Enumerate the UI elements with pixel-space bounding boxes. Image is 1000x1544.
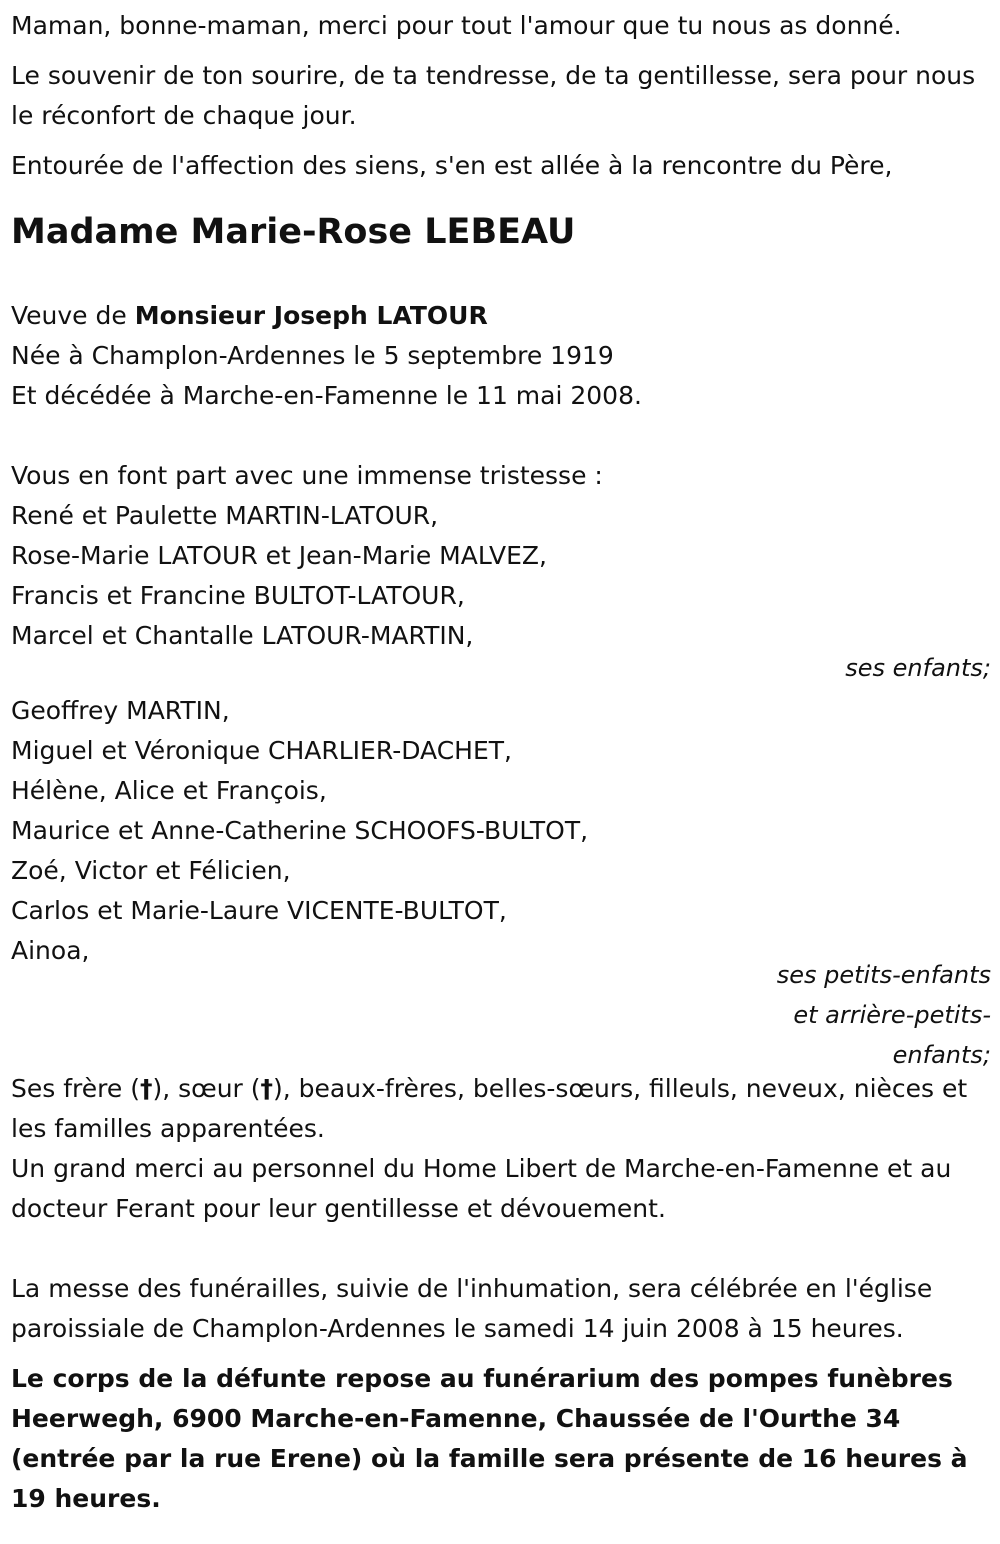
deceased-details: [11, 296, 991, 416]
obituary-page: [0, 6, 1000, 1544]
list-item: Zoé, Victor et Félicien,: [11, 856, 291, 885]
list-item: Carlos et Marie-Laure VICENTE-BULTOT,: [11, 896, 507, 925]
announcement: Vous en font part avec une immense tristesse :: [11, 461, 603, 490]
grandchildren-label-line: ses petits-enfants: [776, 961, 991, 989]
birth-line: Née à Champlon-Ardennes le 5 septembre 1919: [11, 341, 614, 370]
list-item: Geoffrey MARTIN,: [11, 696, 230, 725]
list-item: Marcel et Chantalle LATOUR-MARTIN,: [11, 621, 474, 650]
intro-line-3: Entourée de l'affection des siens, s'en est allée à la rencontre du Père,: [11, 151, 893, 180]
list-item: Miguel et Véronique CHARLIER-DACHET,: [11, 736, 512, 765]
list-item: Ainoa,: [11, 936, 90, 965]
funeral-text: La messe des funérailles, suivie de l'inhumation, sera célébrée en l'église paroissiale de Champlon-Ardennes le samedi 14 juin 2008 à 15 heures.: [11, 1274, 933, 1343]
list-item: René et Paulette MARTIN-LATOUR,: [11, 501, 439, 530]
widow-line: [11, 296, 991, 336]
grandchildren-list: [11, 691, 991, 971]
extended-family: Ses frère (†), sœur (†), beaux-frères, belles-sœurs, filleuls, neveux, nièces et les familles apparentées.: [11, 1074, 968, 1143]
death-line: Et décédée à Marche-en-Famenne le 11 mai 2008.: [11, 381, 642, 410]
deceased-name: Madame Marie-Rose LEBEAU: [11, 212, 576, 252]
intro-line-2: Le souvenir de ton sourire, de ta tendresse, de ta gentillesse, sera pour nous le réconfort de chaque jour.: [11, 61, 976, 130]
thanks-text: Un grand merci au personnel du Home Libert de Marche-en-Famenne et au docteur Ferant pour leur gentillesse et dévouement.: [11, 1154, 952, 1223]
children-label: ses enfants;: [845, 654, 991, 682]
spouse-name: Monsieur Joseph LATOUR: [134, 301, 488, 330]
widow-prefix: Veuve de: [11, 301, 135, 330]
children-list: [11, 496, 991, 656]
grandchildren-label: [11, 955, 991, 1075]
list-item: Francis et Francine BULTOT-LATOUR,: [11, 581, 465, 610]
grandchildren-label-line: enfants;: [892, 1041, 991, 1069]
intro-line-1: Maman, bonne-maman, merci pour tout l'amour que tu nous as donné.: [11, 11, 902, 40]
list-item: Rose-Marie LATOUR et Jean-Marie MALVEZ,: [11, 541, 547, 570]
repose-text: Le corps de la défunte repose au funérarium des pompes funèbres Heerwegh, 6900 Marche-en-Famenne, Chaussée de l'Ourthe 34 (entrée par la rue Erene) où la famille sera présente de 16 heures à 19 heures.: [11, 1364, 968, 1513]
grandchildren-label-line: et arrière-petits-: [793, 1001, 991, 1029]
cross-icon: †: [139, 1074, 153, 1103]
cross-icon: †: [260, 1074, 274, 1103]
list-item: Maurice et Anne-Catherine SCHOOFS-BULTOT,: [11, 816, 589, 845]
list-item: Hélène, Alice et François,: [11, 776, 327, 805]
